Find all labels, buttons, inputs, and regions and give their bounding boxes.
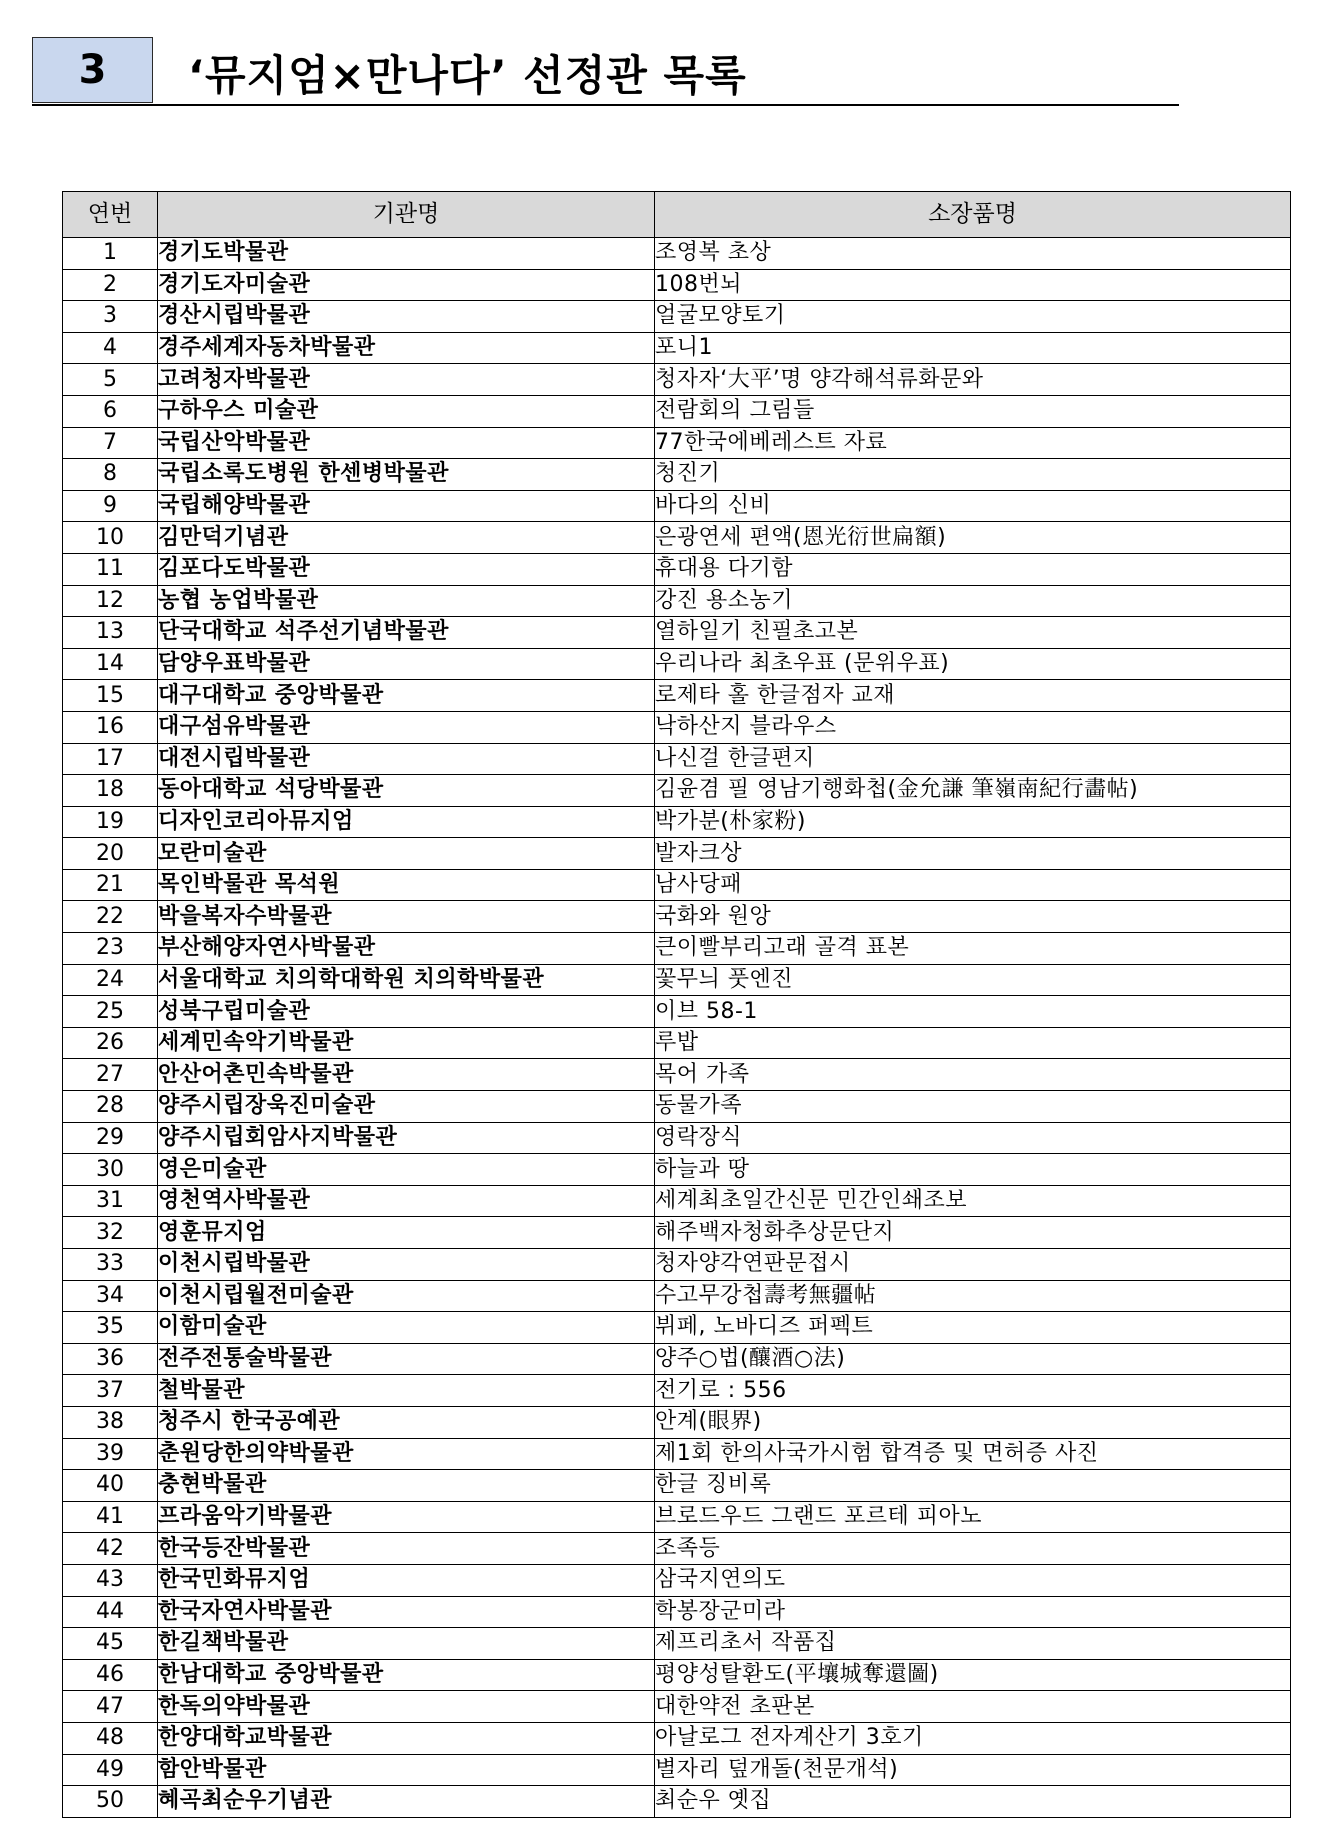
row-number: 24 [63, 964, 158, 996]
column-header-institution: 기관명 [158, 192, 655, 238]
institution-name: 전주전통술박물관 [158, 1343, 655, 1375]
institution-name: 동아대학교 석당박물관 [158, 775, 655, 807]
table-row [63, 1091, 1291, 1123]
row-number: 23 [63, 933, 158, 965]
section-title: ‘뮤지엄×만나다’ 선정관 목록 [188, 51, 747, 100]
table-row [63, 933, 1291, 965]
collection-item-name: 수고무강첩壽考無疆帖 [655, 1280, 1291, 1312]
institution-name: 영훈뮤지엄 [158, 1217, 655, 1249]
collection-item-name: 해주백자청화추상문단지 [655, 1217, 1291, 1249]
table-row [63, 1154, 1291, 1186]
row-number: 9 [63, 490, 158, 522]
collection-item-name: 로제타 홀 한글점자 교재 [655, 680, 1291, 712]
table-row [63, 680, 1291, 712]
institution-name: 경기도자미술관 [158, 269, 655, 301]
institution-name: 양주시립장욱진미술관 [158, 1091, 655, 1123]
institution-name: 혜곡최순우기념관 [158, 1786, 655, 1818]
table-row [63, 1786, 1291, 1818]
table-row [63, 996, 1291, 1028]
column-header-number: 연번 [63, 192, 158, 238]
collection-item-name: 평양성탈환도(平壤城奪還圖) [655, 1659, 1291, 1691]
institution-name: 한국민화뮤지엄 [158, 1564, 655, 1596]
collection-item-name: 전기로 : 556 [655, 1375, 1291, 1407]
table-row [63, 838, 1291, 870]
table-row [63, 1343, 1291, 1375]
institution-name: 한국자연사박물관 [158, 1596, 655, 1628]
row-number: 6 [63, 395, 158, 427]
collection-item-name: 은광연세 편액(恩光衍世扁額) [655, 522, 1291, 554]
row-number: 14 [63, 648, 158, 680]
institution-name: 한국등잔박물관 [158, 1533, 655, 1565]
table-row [63, 459, 1291, 491]
collection-item-name: 발자크상 [655, 838, 1291, 870]
table-row [63, 1438, 1291, 1470]
collection-item-name: 휴대용 다기함 [655, 553, 1291, 585]
row-number: 2 [63, 269, 158, 301]
collection-item-name: 청진기 [655, 459, 1291, 491]
institution-name: 농협 농업박물관 [158, 585, 655, 617]
institution-name: 함안박물관 [158, 1754, 655, 1786]
table-row [63, 1059, 1291, 1091]
institution-name: 대구섬유박물관 [158, 711, 655, 743]
institution-name: 한독의약박물관 [158, 1691, 655, 1723]
collection-item-name: 우리나라 최초우표 (문위우표) [655, 648, 1291, 680]
institution-name: 단국대학교 석주선기념박물관 [158, 617, 655, 649]
row-number: 5 [63, 364, 158, 396]
institution-name: 구하우스 미술관 [158, 395, 655, 427]
row-number: 39 [63, 1438, 158, 1470]
institution-name: 이천시립박물관 [158, 1249, 655, 1281]
collection-item-name: 국화와 원앙 [655, 901, 1291, 933]
table-row [63, 1722, 1291, 1754]
collection-item-name: 낙하산지 블라우스 [655, 711, 1291, 743]
row-number: 36 [63, 1343, 158, 1375]
collection-item-name: 루밥 [655, 1027, 1291, 1059]
row-number: 4 [63, 332, 158, 364]
institution-name: 영천역사박물관 [158, 1185, 655, 1217]
institution-name: 이천시립월전미술관 [158, 1280, 655, 1312]
collection-item-name: 목어 가족 [655, 1059, 1291, 1091]
row-number: 17 [63, 743, 158, 775]
collection-item-name: 청자양각연판문접시 [655, 1249, 1291, 1281]
title-underline [32, 104, 1179, 106]
collection-item-name: 안계(眼界) [655, 1406, 1291, 1438]
row-number: 18 [63, 775, 158, 807]
row-number: 48 [63, 1722, 158, 1754]
collection-item-name: 최순우 옛집 [655, 1786, 1291, 1818]
collection-item-name: 강진 용소농기 [655, 585, 1291, 617]
collection-item-name: 큰이빨부리고래 골격 표본 [655, 933, 1291, 965]
collection-item-name: 제프리초서 작품집 [655, 1628, 1291, 1660]
institution-name: 국립소록도병원 한센병박물관 [158, 459, 655, 491]
collection-item-name: 박가분(朴家粉) [655, 806, 1291, 838]
column-header-collection-item: 소장품명 [655, 192, 1291, 238]
row-number: 1 [63, 238, 158, 270]
collection-item-name: 열하일기 친필초고본 [655, 617, 1291, 649]
row-number: 40 [63, 1470, 158, 1502]
institution-name: 김만덕기념관 [158, 522, 655, 554]
row-number: 35 [63, 1312, 158, 1344]
row-number: 27 [63, 1059, 158, 1091]
institution-name: 춘원당한의약박물관 [158, 1438, 655, 1470]
table-row [63, 364, 1291, 396]
row-number: 7 [63, 427, 158, 459]
table-row [63, 1027, 1291, 1059]
row-number: 31 [63, 1185, 158, 1217]
collection-item-name: 청자자‘大平’명 양각해석류화문와 [655, 364, 1291, 396]
table-row [63, 395, 1291, 427]
row-number: 38 [63, 1406, 158, 1438]
institution-name: 담양우표박물관 [158, 648, 655, 680]
row-number: 29 [63, 1122, 158, 1154]
row-number: 11 [63, 553, 158, 585]
institution-name: 철박물관 [158, 1375, 655, 1407]
collection-item-name: 세계최초일간신문 민간인쇄조보 [655, 1185, 1291, 1217]
row-number: 49 [63, 1754, 158, 1786]
table-row [63, 585, 1291, 617]
row-number: 19 [63, 806, 158, 838]
table-row [63, 1217, 1291, 1249]
row-number: 33 [63, 1249, 158, 1281]
collection-item-name: 학봉장군미라 [655, 1596, 1291, 1628]
row-number: 41 [63, 1501, 158, 1533]
table-row [63, 522, 1291, 554]
row-number: 12 [63, 585, 158, 617]
collection-item-name: 이브 58-1 [655, 996, 1291, 1028]
table-row [63, 1312, 1291, 1344]
collection-item-name: 나신걸 한글편지 [655, 743, 1291, 775]
table-row [63, 1501, 1291, 1533]
table-row [63, 1375, 1291, 1407]
row-number: 32 [63, 1217, 158, 1249]
institution-name: 성북구립미술관 [158, 996, 655, 1028]
institution-name: 목인박물관 목석원 [158, 869, 655, 901]
row-number: 16 [63, 711, 158, 743]
table-row [63, 1185, 1291, 1217]
institution-name: 고려청자박물관 [158, 364, 655, 396]
table-row [63, 427, 1291, 459]
table-row [63, 1754, 1291, 1786]
row-number: 8 [63, 459, 158, 491]
collection-item-name: 동물가족 [655, 1091, 1291, 1123]
table-row [63, 648, 1291, 680]
table-row [63, 269, 1291, 301]
table-row [63, 901, 1291, 933]
row-number: 47 [63, 1691, 158, 1723]
institution-name: 영은미술관 [158, 1154, 655, 1186]
row-number: 30 [63, 1154, 158, 1186]
collection-item-name: 남사당패 [655, 869, 1291, 901]
table-row [63, 490, 1291, 522]
table-row [63, 301, 1291, 333]
institution-name: 경주세계자동차박물관 [158, 332, 655, 364]
table-row [63, 964, 1291, 996]
table-row [63, 553, 1291, 585]
collection-item-name: 대한약전 초판본 [655, 1691, 1291, 1723]
row-number: 28 [63, 1091, 158, 1123]
institution-name: 경기도박물관 [158, 238, 655, 270]
collection-item-name: 조족등 [655, 1533, 1291, 1565]
table-row [63, 332, 1291, 364]
institution-name: 세계민속악기박물관 [158, 1027, 655, 1059]
row-number: 37 [63, 1375, 158, 1407]
collection-item-name: 77한국에베레스트 자료 [655, 427, 1291, 459]
collection-item-name: 삼국지연의도 [655, 1564, 1291, 1596]
institution-name: 대구대학교 중앙박물관 [158, 680, 655, 712]
table-row [63, 617, 1291, 649]
table-row [63, 238, 1291, 270]
selected-museums-table [62, 191, 1291, 1818]
collection-item-name: 제1회 한의사국가시험 합격증 및 면허증 사진 [655, 1438, 1291, 1470]
collection-item-name: 108번뇌 [655, 269, 1291, 301]
table-row [63, 1470, 1291, 1502]
row-number: 22 [63, 901, 158, 933]
row-number: 15 [63, 680, 158, 712]
institution-name: 박을복자수박물관 [158, 901, 655, 933]
table-row [63, 1596, 1291, 1628]
row-number: 45 [63, 1628, 158, 1660]
table-row [63, 711, 1291, 743]
collection-item-name: 브로드우드 그랜드 포르테 피아노 [655, 1501, 1291, 1533]
institution-name: 국립산악박물관 [158, 427, 655, 459]
row-number: 43 [63, 1564, 158, 1596]
institution-name: 국립해양박물관 [158, 490, 655, 522]
collection-item-name: 조영복 초상 [655, 238, 1291, 270]
collection-item-name: 별자리 덮개돌(천문개석) [655, 1754, 1291, 1786]
institution-name: 대전시립박물관 [158, 743, 655, 775]
collection-item-name: 전람회의 그림들 [655, 395, 1291, 427]
table-body [63, 238, 1291, 1818]
institution-name: 경산시립박물관 [158, 301, 655, 333]
institution-name: 청주시 한국공예관 [158, 1406, 655, 1438]
table-row [63, 775, 1291, 807]
collection-item-name: 하늘과 땅 [655, 1154, 1291, 1186]
table-header-row [63, 192, 1291, 238]
institution-name: 프라움악기박물관 [158, 1501, 655, 1533]
table-row [63, 806, 1291, 838]
section-header [32, 37, 1179, 106]
row-number: 46 [63, 1659, 158, 1691]
collection-item-name: 아날로그 전자계산기 3호기 [655, 1722, 1291, 1754]
institution-name: 서울대학교 치의학대학원 치의학박물관 [158, 964, 655, 996]
institution-name: 안산어촌민속박물관 [158, 1059, 655, 1091]
table-row [63, 1691, 1291, 1723]
table-row [63, 1406, 1291, 1438]
collection-item-name: 김윤겸 필 영남기행화첩(金允謙 筆嶺南紀行畵帖) [655, 775, 1291, 807]
table-row [63, 1659, 1291, 1691]
row-number: 26 [63, 1027, 158, 1059]
institution-name: 이함미술관 [158, 1312, 655, 1344]
table-row [63, 1122, 1291, 1154]
section-number-box [32, 37, 153, 103]
row-number: 34 [63, 1280, 158, 1312]
row-number: 20 [63, 838, 158, 870]
table-row [63, 1628, 1291, 1660]
collection-item-name: 포니1 [655, 332, 1291, 364]
collection-item-name: 뷔페, 노바디즈 퍼펙트 [655, 1312, 1291, 1344]
row-number: 21 [63, 869, 158, 901]
row-number: 10 [63, 522, 158, 554]
collection-item-name: 바다의 신비 [655, 490, 1291, 522]
institution-name: 한양대학교박물관 [158, 1722, 655, 1754]
collection-item-name: 꽃무늬 풋엔진 [655, 964, 1291, 996]
institution-name: 한길책박물관 [158, 1628, 655, 1660]
row-number: 42 [63, 1533, 158, 1565]
row-number: 25 [63, 996, 158, 1028]
institution-name: 모란미술관 [158, 838, 655, 870]
table-row [63, 1249, 1291, 1281]
collection-item-name: 한글 징비록 [655, 1470, 1291, 1502]
institution-name: 김포다도박물관 [158, 553, 655, 585]
institution-name: 부산해양자연사박물관 [158, 933, 655, 965]
institution-name: 디자인코리아뮤지엄 [158, 806, 655, 838]
row-number: 44 [63, 1596, 158, 1628]
table-row [63, 1280, 1291, 1312]
table-row [63, 869, 1291, 901]
table-row [63, 1564, 1291, 1596]
institution-name: 한남대학교 중앙박물관 [158, 1659, 655, 1691]
section-number: 3 [78, 47, 107, 93]
collection-item-name: 양주○법(釀酒○法) [655, 1343, 1291, 1375]
collection-item-name: 영락장식 [655, 1122, 1291, 1154]
collection-item-name: 얼굴모양토기 [655, 301, 1291, 333]
institution-name: 충현박물관 [158, 1470, 655, 1502]
institution-name: 양주시립회암사지박물관 [158, 1122, 655, 1154]
row-number: 50 [63, 1786, 158, 1818]
row-number: 13 [63, 617, 158, 649]
table-row [63, 1533, 1291, 1565]
row-number: 3 [63, 301, 158, 333]
table-row [63, 743, 1291, 775]
